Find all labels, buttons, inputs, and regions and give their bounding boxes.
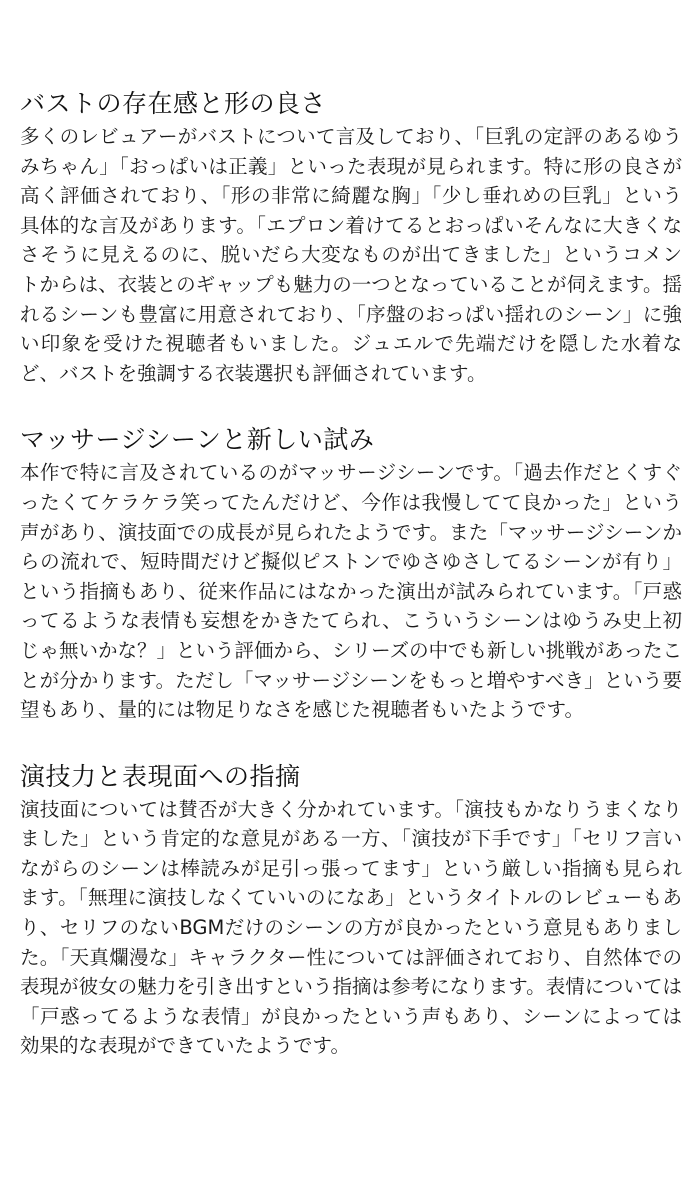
section-massage: [20, 424, 682, 724]
section-body: 多くのレビュアーがバストについて言及しており、「巨乳の定評のあるゆうみちゃん」「おっぱいは正義」といった表現が見られます。特に形の良さが高く評価されており、「形の非常に綺麗な胸」「少し垂れめの巨乳」という具体的な言及があります。「エプロン着けてるとおっぱいそんなに大きくなさそうに見えるのに、脱いだら大変なものが出てきました」というコメントからは、衣装とのギャップも魅力の一つとなっていることが伺えます。揺れるシーンも豊富に用意されており、「序盤のおっぱい揺れのシーン」に強い印象を受けた視聴者もいました。ジュエルで先端だけを隠した水着など、バストを強調する衣装選択も評価されています。: [20, 125, 682, 385]
section-bust: [20, 88, 682, 388]
section-body: 本作で特に言及されているのがマッサージシーンです。「過去作だとくすぐったくてケラケラ笑ってたんだけど、今作は我慢してて良かった」という声があり、演技面での成長が見られたようです。また「マッサージシーンからの流れで、短時間だけど擬似ピストンでゆさゆさしてるシーンが有り」という指摘もあり、従来作品にはなかった演出が試みられています。「戸惑ってるような表情も妄想をかきたてられ、こういうシーンはゆうみ史上初じゃ無いかな？」という評価から、シリーズの中でも新しい挑戦があったことが分かります。ただし「マッサージシーンをもっと増やすべき」という要望もあり、量的には物足りなさを感じた視聴者もいたようです。: [20, 461, 682, 722]
section-heading: バストの存在感と形の良さ: [20, 89, 327, 118]
section-heading: 演技力と表現面への指摘: [20, 761, 301, 791]
section-acting: [20, 761, 682, 1061]
section-body: 演技面については賛否が大きく分かれています。「演技もかなりうまくなりました」という肯定的な意見がある一方、「演技が下手です」「セリフ言いながらのシーンは棒読みが足引っ張ってます」という厳しい指摘も見られます。「無理に演技しなくていいのになあ」というタイトルのレビューもあり、セリフのないBGMだけのシーンの方が良かったという意見もありました。「天真爛漫な」キャラクター性については評価されており、自然体での表現が彼女の魅力を引き出すという指摘は参考になります。表情については「戸惑ってるような表情」が良かったという声もあり、シーンによっては効果的な表現ができていたようです。: [20, 797, 682, 1058]
section-heading: マッサージシーンと新しい試み: [20, 425, 375, 455]
